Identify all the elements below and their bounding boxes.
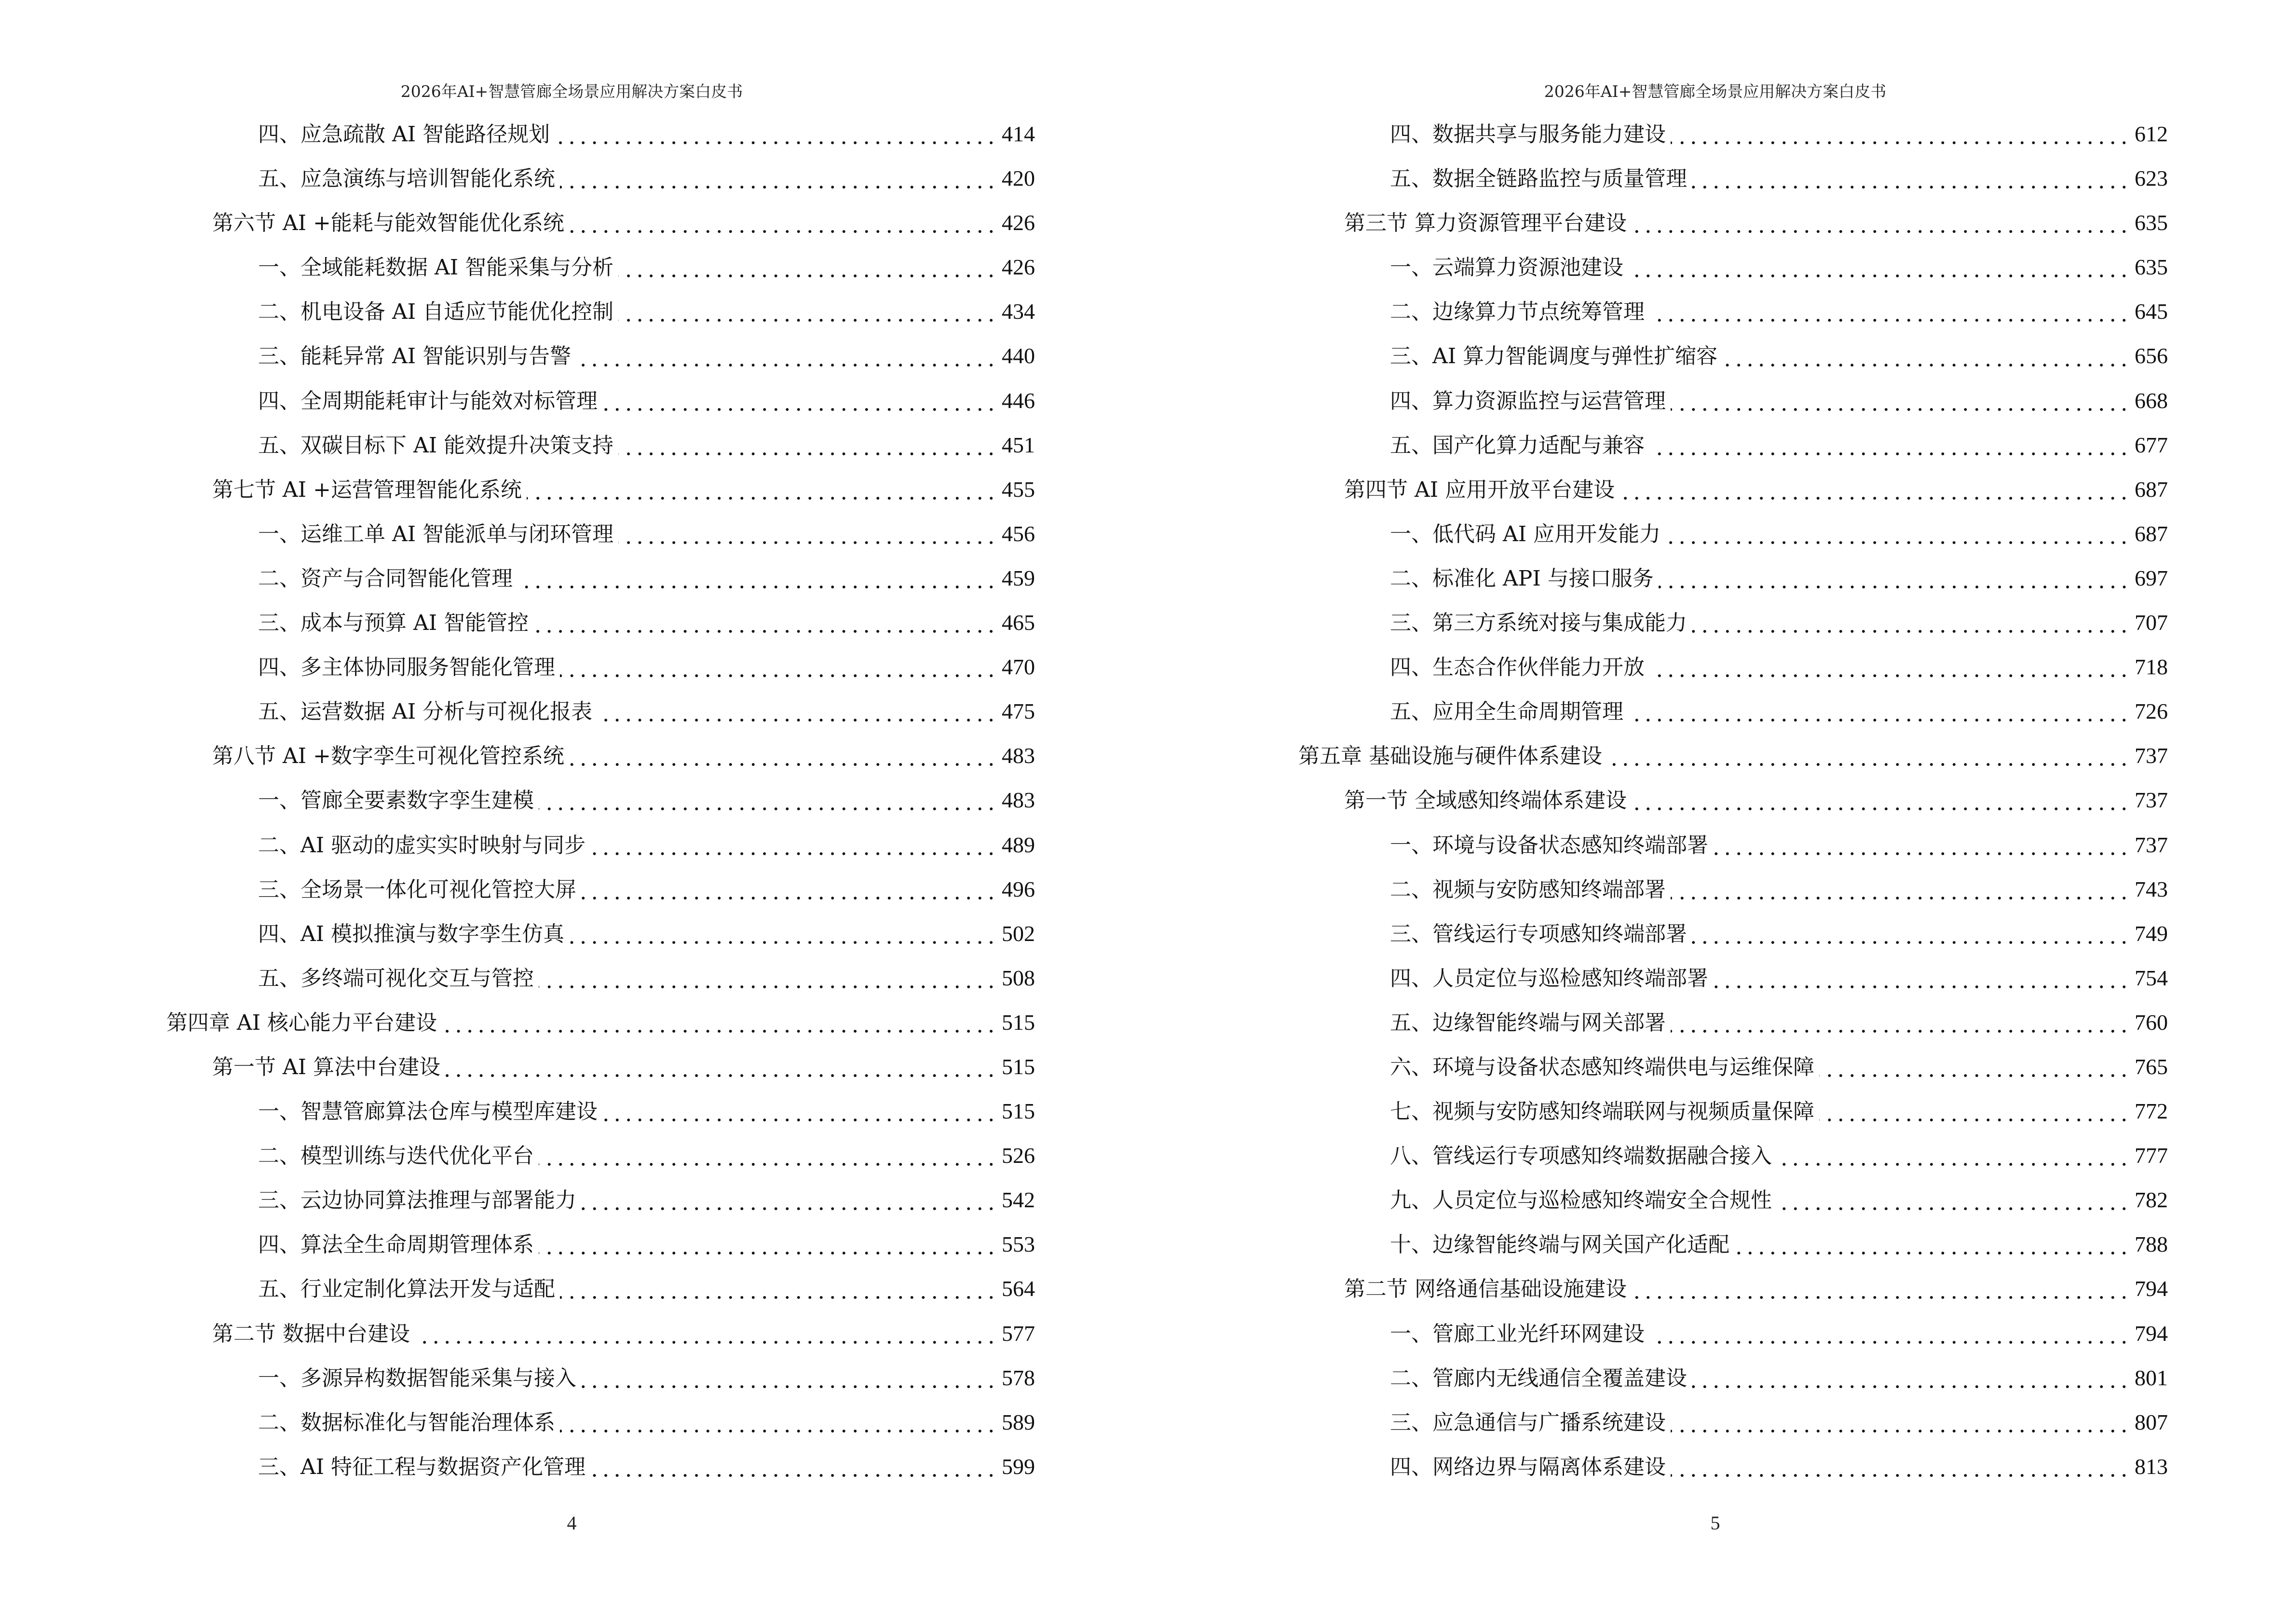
toc-entry-title: 四、全周期能耗审计与能效对标管理 [258, 388, 598, 413]
toc-entry[interactable] [1298, 379, 2168, 423]
toc-entry-title: 第三节 算力资源管理平台建设 [1344, 211, 1627, 236]
dot-leader [590, 1472, 997, 1479]
toc-entry-title: 二、资产与合同智能化管理 [258, 566, 513, 591]
toc-entry-title: 五、多终端可视化交互与管控 [258, 966, 534, 991]
toc-entry-page: 801 [2135, 1365, 2168, 1390]
toc-entry-page: 483 [1002, 743, 1035, 768]
dot-leader [555, 139, 997, 146]
toc-entry[interactable] [166, 245, 1035, 289]
dot-leader [1665, 539, 2130, 546]
running-header: 2026年AI+智慧管廊全场景应用解决方案白皮书 [400, 82, 743, 101]
toc-entry-title: 第二节 数据中台建设 [212, 1321, 410, 1346]
toc-entry-page: 515 [1002, 1099, 1035, 1124]
toc-entry[interactable] [1298, 112, 2168, 156]
toc-entry[interactable] [1298, 334, 2168, 378]
dot-leader [560, 184, 997, 191]
dot-leader [597, 717, 997, 723]
toc-entry[interactable] [1298, 1311, 2168, 1356]
toc-entry[interactable] [1298, 778, 2168, 822]
toc-entry[interactable] [166, 645, 1035, 689]
toc-entry-title: 三、应急通信与广播系统建设 [1390, 1410, 1666, 1435]
toc-entry-page: 777 [2135, 1143, 2168, 1168]
toc-entry-title: 二、边缘算力节点统筹管理 [1390, 300, 1645, 325]
toc-entry-page: 677 [2135, 432, 2168, 457]
toc-entry[interactable] [166, 1400, 1035, 1445]
toc-entry[interactable] [166, 1356, 1035, 1400]
dot-leader [1632, 1294, 2130, 1301]
toc-entry[interactable] [166, 1445, 1035, 1489]
toc-entry-title: 四、生态合作伙伴能力开放 [1390, 655, 1645, 680]
toc-entry[interactable] [166, 423, 1035, 467]
toc-entry-title: 第四节 AI 应用开放平台建设 [1344, 477, 1615, 502]
toc-entry[interactable] [166, 867, 1035, 912]
toc-entry-page: 772 [2135, 1099, 2168, 1124]
toc-entry-page: 737 [2135, 743, 2168, 768]
toc-entry-page: 577 [1002, 1321, 1035, 1346]
toc-entry[interactable] [1298, 867, 2168, 912]
dot-leader [1607, 761, 2130, 768]
toc-entry-title: 四、多主体协同服务智能化管理 [258, 655, 555, 680]
dot-leader [1649, 450, 2130, 457]
toc-entry-page: 426 [1002, 255, 1035, 280]
dot-leader [517, 584, 997, 590]
toc-entry-page: 737 [2135, 788, 2168, 813]
dot-leader [533, 628, 997, 635]
toc-entry-title: 第一节 AI 算法中台建设 [212, 1054, 441, 1079]
toc-entry-title: 第四章 AI 核心能力平台建设 [166, 1010, 437, 1035]
toc-entry-title: 二、模型训练与迭代优化平台 [258, 1144, 534, 1169]
toc-entry-title: 五、应急演练与培训智能化系统 [258, 166, 555, 191]
toc-entry[interactable] [166, 689, 1035, 734]
toc-entry-title: 三、全场景一体化可视化管控大屏 [258, 877, 576, 902]
toc-entry-title: 七、视频与安防感知终端联网与视频质量保障 [1390, 1099, 1814, 1124]
toc-entry-title: 十、边缘智能终端与网关国产化适配 [1390, 1232, 1729, 1257]
dot-leader [618, 273, 997, 279]
toc-entry-title: 四、应急疏散 AI 智能路径规划 [258, 122, 550, 147]
toc-entry-page: 599 [1002, 1454, 1035, 1479]
page-right [1144, 0, 2287, 1624]
dot-leader [1649, 672, 2130, 679]
dot-leader [442, 1028, 997, 1035]
toc-entry[interactable] [166, 1222, 1035, 1267]
toc-entry-title: 一、管廊工业光纤环网建设 [1390, 1321, 1645, 1346]
toc-entry-page: 794 [2135, 1276, 2168, 1301]
toc-entry-page: 718 [2135, 655, 2168, 680]
toc-entry-page: 434 [1002, 299, 1035, 324]
toc-entry[interactable] [166, 778, 1035, 822]
toc-entry-page: 526 [1002, 1143, 1035, 1168]
toc-entry-title: 二、机电设备 AI 自适应节能优化控制 [258, 300, 614, 325]
toc-entry-title: 一、低代码 AI 应用开发能力 [1390, 521, 1661, 546]
dot-leader [1671, 139, 2130, 146]
toc-entry-title: 二、AI 驱动的虚实实时映射与同步 [258, 832, 586, 858]
toc-entry-title: 三、第三方系统对接与集成能力 [1390, 611, 1687, 636]
toc-entry[interactable] [1298, 956, 2168, 1000]
toc-entry-title: 一、智慧管廊算法仓库与模型库建设 [258, 1099, 598, 1124]
toc-entry-title: 五、运营数据 AI 分析与可视化报表 [258, 699, 593, 724]
dot-leader [1628, 273, 2130, 279]
toc-entry-page: 515 [1002, 1010, 1035, 1035]
toc-entry[interactable] [1298, 645, 2168, 689]
toc-entry-page: 589 [1002, 1409, 1035, 1434]
toc-entry-page: 707 [2135, 610, 2168, 635]
toc-entry[interactable] [1298, 423, 2168, 467]
running-header: 2026年AI+智慧管廊全场景应用解决方案白皮书 [1544, 82, 1887, 101]
toc-entry-page: 489 [1002, 832, 1035, 857]
toc-entry[interactable] [166, 201, 1035, 245]
dot-leader [1628, 717, 2130, 723]
dot-leader [581, 1205, 997, 1212]
toc-entry[interactable] [166, 1267, 1035, 1311]
toc-entry[interactable] [1298, 1400, 2168, 1445]
toc-entry-chapter[interactable] [166, 1000, 1035, 1045]
dot-leader [618, 450, 997, 457]
toc-entry[interactable] [1298, 1445, 2168, 1489]
dot-leader [581, 895, 997, 901]
toc-entry-title: 二、视频与安防感知终端部署 [1390, 877, 1666, 902]
dot-leader [590, 850, 997, 857]
toc-entry-title: 二、管廊内无线通信全覆盖建设 [1390, 1365, 1687, 1391]
toc-entry[interactable] [1298, 1267, 2168, 1311]
toc-entry[interactable] [166, 823, 1035, 867]
toc-entry-page: 470 [1002, 655, 1035, 680]
dot-leader [1649, 1339, 2130, 1346]
toc-entry-title: 一、多源异构数据智能采集与接入 [258, 1365, 576, 1391]
dot-leader [560, 1294, 997, 1301]
toc-entry-title: 第六节 AI +能耗与能效智能优化系统 [212, 211, 564, 236]
dot-leader [569, 939, 997, 946]
toc-entry-page: 542 [1002, 1187, 1035, 1213]
toc-entry[interactable] [166, 600, 1035, 645]
toc-entry-title: 四、数据共享与服务能力建设 [1390, 122, 1666, 147]
dot-leader [1659, 584, 2130, 590]
dot-leader [1819, 1072, 2130, 1079]
dot-leader [1777, 1161, 2130, 1168]
dot-leader [539, 983, 997, 990]
dot-leader [1671, 1028, 2130, 1035]
toc-entry[interactable] [1298, 600, 2168, 645]
toc-entry-page: 553 [1002, 1232, 1035, 1257]
dot-leader [581, 1383, 997, 1390]
toc-entry-chapter[interactable] [1298, 734, 2168, 778]
dot-leader [1692, 628, 2130, 635]
dot-leader [539, 805, 997, 812]
dot-leader [1649, 317, 2130, 324]
toc-entry[interactable] [166, 1311, 1035, 1356]
toc-entry[interactable] [1298, 289, 2168, 334]
toc-entry[interactable] [166, 112, 1035, 156]
toc-entry-title: 二、标准化 API 与接口服务 [1390, 566, 1654, 591]
toc-entry-page: 465 [1002, 610, 1035, 635]
page-number: 5 [1710, 1512, 1720, 1534]
toc-entry-title: 五、应用全生命周期管理 [1390, 699, 1623, 724]
toc-entry-title: 五、双碳目标下 AI 能效提升决策支持 [258, 433, 614, 458]
toc-entry-title: 三、AI 特征工程与数据资产化管理 [258, 1454, 586, 1479]
table-of-contents [1298, 112, 2168, 1489]
dot-leader [618, 317, 997, 324]
toc-entry-title: 九、人员定位与巡检感知终端安全合规性 [1390, 1188, 1772, 1213]
toc-entry-page: 455 [1002, 477, 1035, 502]
dot-leader [1713, 983, 2130, 990]
toc-entry-title: 五、边缘智能终端与网关部署 [1390, 1010, 1666, 1035]
toc-entry-page: 508 [1002, 965, 1035, 990]
dot-leader [560, 672, 997, 679]
toc-entry-page: 656 [2135, 343, 2168, 368]
toc-entry-title: 四、算力资源监控与运营管理 [1390, 388, 1666, 413]
toc-entry-title: 六、环境与设备状态感知终端供电与运维保障 [1390, 1054, 1814, 1079]
toc-entry-title: 一、云端算力资源池建设 [1390, 255, 1623, 280]
toc-entry[interactable] [1298, 912, 2168, 956]
toc-entry-page: 807 [2135, 1409, 2168, 1434]
toc-entry-page: 794 [2135, 1321, 2168, 1346]
toc-entry-page: 446 [1002, 388, 1035, 413]
toc-entry[interactable] [1298, 1089, 2168, 1133]
toc-entry-title: 一、管廊全要素数字孪生建模 [258, 788, 534, 813]
toc-entry-page: 578 [1002, 1365, 1035, 1390]
toc-entry-page: 754 [2135, 965, 2168, 990]
toc-entry-page: 743 [2135, 876, 2168, 901]
dot-leader [539, 1250, 997, 1256]
toc-entry-title: 三、AI 算力智能调度与弹性扩缩容 [1390, 344, 1718, 369]
toc-entry-page: 612 [2135, 122, 2168, 146]
toc-entry[interactable] [1298, 512, 2168, 556]
dot-leader [1777, 1205, 2130, 1212]
dot-leader [1671, 1428, 2130, 1434]
dot-leader [1713, 850, 2130, 857]
dot-leader [1632, 228, 2130, 235]
toc-entry-title: 第八节 AI +数字孪生可视化管控系统 [212, 744, 564, 769]
toc-entry-title: 八、管线运行专项感知终端数据融合接入 [1390, 1144, 1772, 1169]
toc-entry-title: 第五章 基础设施与硬件体系建设 [1298, 744, 1602, 769]
toc-entry[interactable] [166, 912, 1035, 956]
toc-entry-page: 726 [2135, 699, 2168, 724]
toc-entry-page: 697 [2135, 565, 2168, 590]
toc-entry-page: 414 [1002, 122, 1035, 146]
toc-entry-title: 第二节 网络通信基础设施建设 [1344, 1277, 1627, 1302]
toc-entry[interactable] [166, 734, 1035, 778]
dot-leader [445, 1072, 997, 1079]
toc-entry-page: 813 [2135, 1454, 2168, 1479]
toc-entry-page: 515 [1002, 1054, 1035, 1079]
toc-entry-page: 451 [1002, 432, 1035, 457]
dot-leader [527, 495, 997, 502]
toc-entry[interactable] [166, 512, 1035, 556]
toc-entry-title: 第一节 全域感知终端体系建设 [1344, 788, 1627, 813]
toc-entry-page: 635 [2135, 255, 2168, 280]
toc-entry[interactable] [1298, 201, 2168, 245]
toc-entry-title: 四、AI 模拟推演与数字孪生仿真 [258, 921, 565, 946]
toc-entry[interactable] [166, 467, 1035, 512]
toc-entry-title: 三、能耗异常 AI 智能识别与告警 [258, 344, 572, 369]
toc-entry[interactable] [1298, 556, 2168, 600]
dot-leader [1671, 1472, 2130, 1479]
toc-entry-page: 475 [1002, 699, 1035, 724]
toc-entry-page: 496 [1002, 876, 1035, 901]
toc-entry-page: 645 [2135, 299, 2168, 324]
toc-entry[interactable] [166, 1089, 1035, 1133]
toc-entry[interactable] [166, 1045, 1035, 1089]
toc-entry-title: 一、全域能耗数据 AI 智能采集与分析 [258, 255, 614, 280]
toc-entry-title: 三、成本与预算 AI 智能管控 [258, 611, 529, 636]
toc-entry[interactable] [1298, 689, 2168, 734]
dot-leader [569, 228, 997, 235]
page-number: 4 [567, 1512, 577, 1534]
toc-entry-title: 五、国产化算力适配与兼容 [1390, 433, 1645, 458]
toc-entry[interactable] [1298, 1222, 2168, 1267]
toc-entry-page: 737 [2135, 832, 2168, 857]
toc-entry[interactable] [1298, 467, 2168, 512]
toc-entry-title: 三、管线运行专项感知终端部署 [1390, 921, 1687, 946]
toc-entry[interactable] [1298, 156, 2168, 201]
toc-entry-page: 440 [1002, 343, 1035, 368]
toc-entry[interactable] [1298, 1178, 2168, 1222]
toc-entry-title: 第七节 AI +运营管理智能化系统 [212, 477, 522, 502]
toc-entry-page: 765 [2135, 1054, 2168, 1079]
toc-entry-title: 一、环境与设备状态感知终端部署 [1390, 832, 1708, 858]
toc-entry-page: 687 [2135, 521, 2168, 546]
dot-leader [602, 406, 997, 413]
toc-entry[interactable] [1298, 1045, 2168, 1089]
dot-leader [1692, 939, 2130, 946]
toc-entry[interactable] [1298, 245, 2168, 289]
toc-entry[interactable] [166, 956, 1035, 1000]
toc-entry[interactable] [1298, 1356, 2168, 1400]
dot-leader [1671, 895, 2130, 901]
toc-entry-page: 483 [1002, 788, 1035, 813]
toc-entry-page: 459 [1002, 565, 1035, 590]
toc-entry[interactable] [166, 334, 1035, 378]
dot-leader [539, 1161, 997, 1168]
toc-entry-page: 668 [2135, 388, 2168, 413]
table-of-contents [166, 112, 1035, 1489]
toc-entry-page: 420 [1002, 166, 1035, 191]
toc-entry-page: 749 [2135, 921, 2168, 946]
dot-leader [1722, 362, 2130, 368]
toc-entry-page: 623 [2135, 166, 2168, 191]
toc-entry-title: 五、行业定制化算法开发与适配 [258, 1277, 555, 1302]
dot-leader [1734, 1250, 2130, 1256]
dot-leader [569, 761, 997, 768]
toc-entry-title: 五、数据全链路监控与质量管理 [1390, 166, 1687, 191]
dot-leader [1819, 1117, 2130, 1123]
dot-leader [1632, 805, 2130, 812]
dot-leader [415, 1339, 997, 1346]
toc-entry[interactable] [166, 1178, 1035, 1222]
toc-entry-page: 635 [2135, 210, 2168, 235]
dot-leader [1692, 184, 2130, 191]
toc-entry-page: 687 [2135, 477, 2168, 502]
toc-entry-title: 四、算法全生命周期管理体系 [258, 1232, 534, 1257]
toc-entry-page: 564 [1002, 1276, 1035, 1301]
toc-entry-title: 二、数据标准化与智能治理体系 [258, 1410, 555, 1435]
dot-leader [560, 1428, 997, 1434]
toc-entry-title: 四、人员定位与巡检感知终端部署 [1390, 966, 1708, 991]
toc-entry[interactable] [166, 556, 1035, 600]
toc-entry[interactable] [1298, 1133, 2168, 1178]
toc-entry-title: 一、运维工单 AI 智能派单与闭环管理 [258, 521, 614, 546]
toc-entry[interactable] [166, 379, 1035, 423]
toc-entry[interactable] [166, 289, 1035, 334]
toc-entry[interactable] [1298, 1000, 2168, 1045]
dot-leader [576, 362, 997, 368]
toc-entry-title: 三、云边协同算法推理与部署能力 [258, 1188, 576, 1213]
toc-entry-page: 782 [2135, 1187, 2168, 1213]
dot-leader [602, 1117, 997, 1123]
dot-leader [1671, 406, 2130, 413]
dot-leader [618, 539, 997, 546]
toc-entry-page: 788 [2135, 1232, 2168, 1257]
dot-leader [1692, 1383, 2130, 1390]
toc-entry-page: 502 [1002, 921, 1035, 946]
toc-entry-page: 456 [1002, 521, 1035, 546]
toc-entry-page: 426 [1002, 210, 1035, 235]
toc-entry[interactable] [1298, 823, 2168, 867]
toc-entry-title: 四、网络边界与隔离体系建设 [1390, 1454, 1666, 1479]
toc-entry[interactable] [166, 156, 1035, 201]
dot-leader [1620, 495, 2130, 502]
toc-entry-page: 760 [2135, 1010, 2168, 1035]
toc-entry[interactable] [166, 1133, 1035, 1178]
